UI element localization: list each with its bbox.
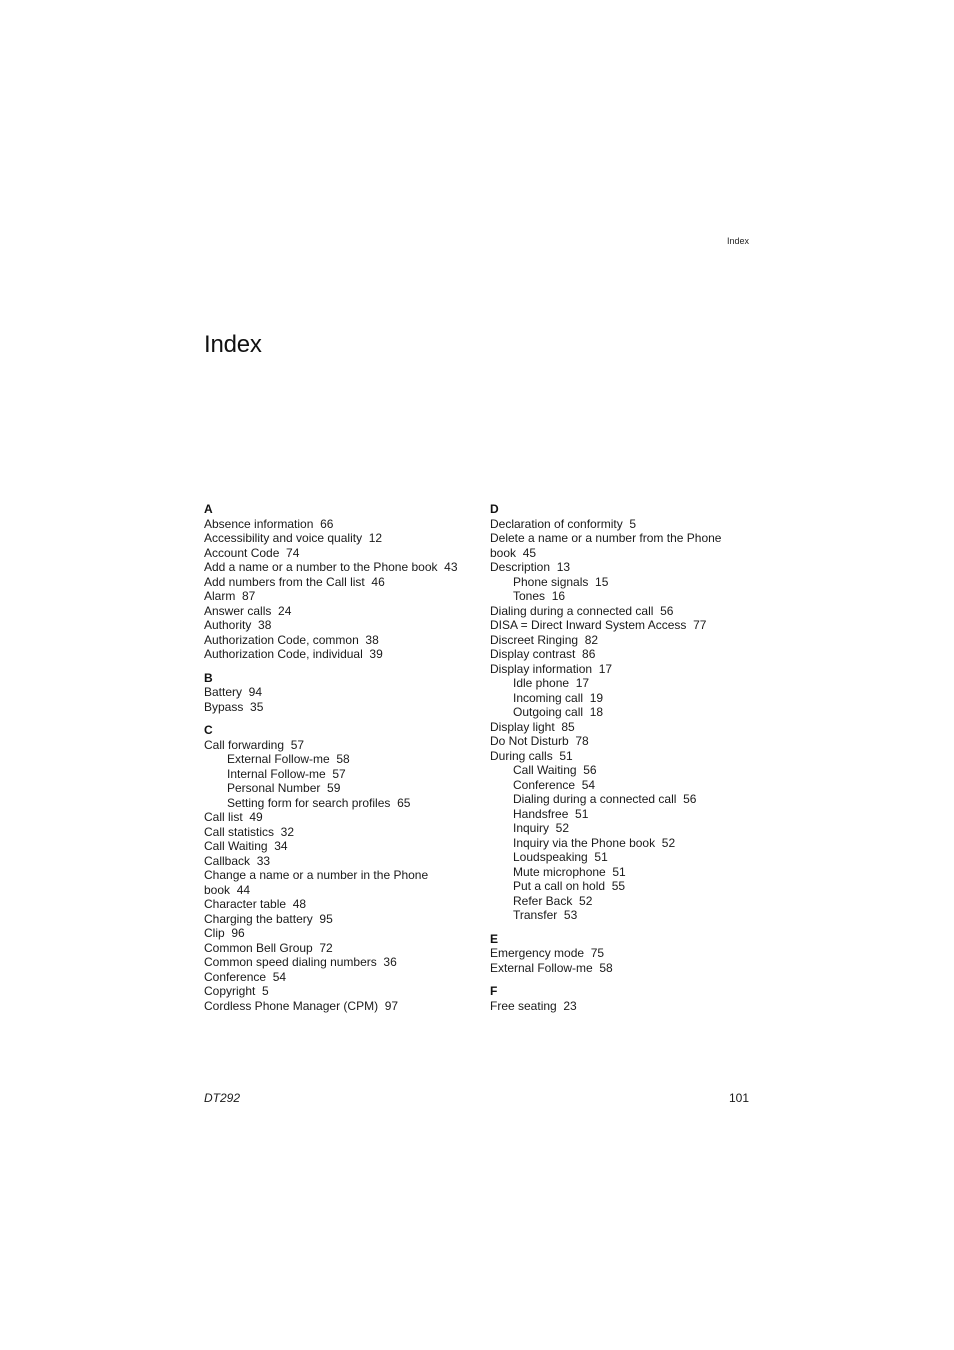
index-entry: Clip 96 xyxy=(204,926,245,940)
section-letter: F xyxy=(490,984,498,998)
index-subentry: Loudspeaking 51 xyxy=(513,850,608,864)
index-entries xyxy=(490,517,760,923)
index-entry: Description 13 xyxy=(490,560,571,574)
index-entry: Emergency mode 75 xyxy=(490,946,605,960)
section-letter: D xyxy=(490,502,499,516)
index-entry: Common speed dialing numbers 36 xyxy=(204,955,397,969)
index-section xyxy=(204,502,474,662)
index-section xyxy=(204,671,474,715)
index-section xyxy=(490,984,760,1013)
index-entries xyxy=(204,738,474,1014)
index-entry: Authorization Code, common 38 xyxy=(204,632,379,647)
index-entry: Cordless Phone Manager (CPM) 97 xyxy=(204,998,399,1013)
index-subentry: Handsfree 51 xyxy=(513,806,589,821)
index-entry: Delete a name or a number from the Phone book 45 xyxy=(490,531,722,560)
index-entry: Free seating 23 xyxy=(490,998,577,1013)
index-subentry: Inquiry 52 xyxy=(513,821,570,835)
index-entry: Alarm 87 xyxy=(204,589,256,603)
index-entry: Discreet Ringing 82 xyxy=(490,632,599,647)
index-entry: Callback 33 xyxy=(204,853,271,868)
index-subentry: Mute microphone 51 xyxy=(513,864,626,879)
page-title: Index xyxy=(204,331,262,358)
index-subentry: Incoming call 19 xyxy=(513,690,604,705)
index-subentry: Setting form for search profiles 65 xyxy=(227,795,411,810)
index-entry: Display contrast 86 xyxy=(490,647,596,661)
footer-page-number: 101 xyxy=(728,1091,749,1105)
index-entry: Call forwarding 57 xyxy=(204,737,305,752)
index-entry: Declaration of conformity 5 xyxy=(490,516,637,531)
index-column-right xyxy=(490,502,760,1022)
index-entry: Dialing during a connected call 56 xyxy=(490,603,674,618)
section-letter: B xyxy=(204,670,213,685)
index-subentry: Conference 54 xyxy=(513,777,596,792)
index-entry: Charging the battery 95 xyxy=(204,911,333,926)
index-subentry: Dialing during a connected call 56 xyxy=(513,792,697,806)
index-entries xyxy=(204,685,474,714)
index-entry: Character table 48 xyxy=(204,897,307,911)
index-subentry: Transfer 53 xyxy=(513,908,578,922)
index-entry: Accessibility and voice quality 12 xyxy=(204,531,383,545)
index-entry: Common Bell Group 72 xyxy=(204,940,333,955)
index-entry: Change a name or a number in the Phone book 44 xyxy=(204,868,429,897)
index-section xyxy=(490,932,760,976)
index-section xyxy=(204,723,474,1013)
index-subentry: Call Waiting 56 xyxy=(513,763,597,777)
index-entry: Display light 85 xyxy=(490,719,575,734)
index-entry: Do Not Disturb 78 xyxy=(490,734,589,748)
index-entries xyxy=(490,999,760,1014)
index-subentry: Idle phone 17 xyxy=(513,676,590,690)
index-entry: Answer calls 24 xyxy=(204,603,292,618)
index-entry: Account Code 74 xyxy=(204,545,300,560)
index-entry: Authorization Code, individual 39 xyxy=(204,647,383,661)
index-entries xyxy=(490,946,760,975)
section-letter: E xyxy=(490,931,499,946)
index-entry: Add a name or a number to the Phone book 43 xyxy=(204,560,458,574)
index-entries xyxy=(204,517,474,662)
index-subentry: Tones 16 xyxy=(513,589,566,603)
index-entry: Authority 38 xyxy=(204,618,272,632)
index-entry: Call statistics 32 xyxy=(204,824,295,839)
index-subentry: Phone signals 15 xyxy=(513,574,609,589)
index-entry: Conference 54 xyxy=(204,969,287,984)
index-subentry: Internal Follow-me 57 xyxy=(227,766,346,781)
index-entry: Battery 94 xyxy=(204,685,263,699)
index-section xyxy=(490,502,760,923)
index-entry: Add numbers from the Call list 46 xyxy=(204,574,385,589)
index-subentry: Refer Back 52 xyxy=(513,893,593,908)
index-entry: Absence information 66 xyxy=(204,516,334,531)
running-head: Index xyxy=(726,236,749,246)
index-entry: During calls 51 xyxy=(490,748,573,763)
index-subentry: External Follow-me 58 xyxy=(227,752,350,766)
section-letter: C xyxy=(204,723,213,737)
index-entry: Copyright 5 xyxy=(204,984,269,998)
index-column-left xyxy=(204,502,474,1022)
footer-model: DT292 xyxy=(204,1091,241,1105)
section-letter: A xyxy=(204,502,213,516)
index-subentry: Inquiry via the Phone book 52 xyxy=(513,835,676,850)
index-entry: Call Waiting 34 xyxy=(204,839,288,853)
index-subentry: Personal Number 59 xyxy=(227,781,341,795)
index-entry: External Follow-me 58 xyxy=(490,960,613,975)
index-entry: Call list 49 xyxy=(204,810,263,824)
index-subentry: Put a call on hold 55 xyxy=(513,879,626,893)
index-entry: Bypass 35 xyxy=(204,699,264,714)
index-subentry: Outgoing call 18 xyxy=(513,705,604,719)
index-entry: DISA = Direct Inward System Access 77 xyxy=(490,618,707,632)
index-entry: Display information 17 xyxy=(490,661,613,676)
